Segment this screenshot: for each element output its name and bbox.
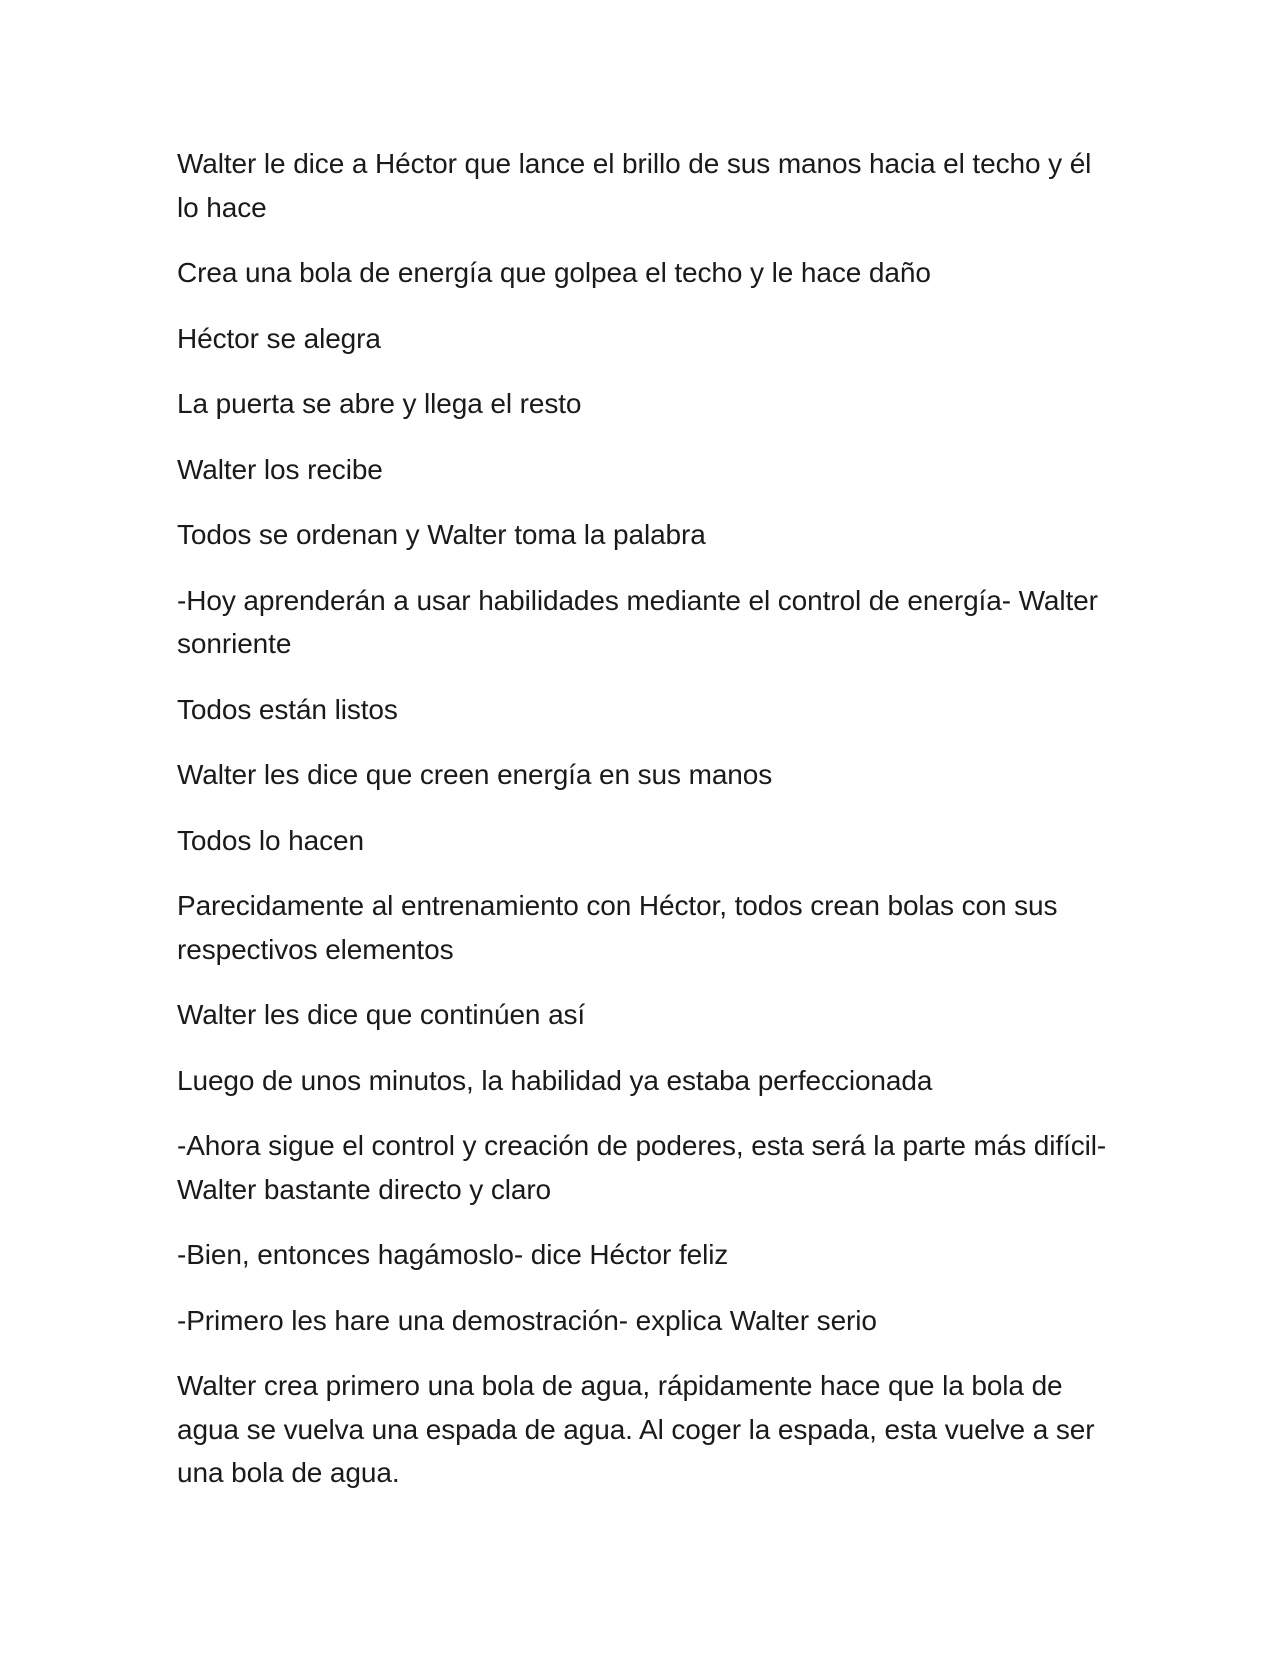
document-body: [177, 142, 1107, 1517]
paragraph-10: Todos lo hacen: [177, 824, 364, 856]
paragraph-9: Walter les dice que creen energía en sus manos: [177, 759, 773, 790]
paragraph-8: Todos están listos: [177, 693, 398, 725]
paragraph-15: -Bien, entonces hagámoslo- dice Héctor feliz: [177, 1239, 729, 1270]
paragraph-4: La puerta se abre y llega el resto: [177, 388, 582, 419]
paragraph-16: -Primero les hare una demostración- explica Walter serio: [177, 1304, 877, 1336]
paragraph-1: Walter le dice a Héctor que lance el brillo de sus manos hacia el techo y él lo hace: [177, 148, 1092, 223]
paragraph-12: Walter les dice que continúen así: [177, 999, 586, 1030]
paragraph-3: Héctor se alegra: [177, 322, 381, 354]
paragraph-6: Todos se ordenan y Walter toma la palabra: [177, 519, 706, 550]
paragraph-17: Walter crea primero una bola de agua, rápidamente hace que la bola de agua se vuelva una espada de agua. Al coger la espada, esta vuelve a ser una bola de agua.: [177, 1370, 1095, 1488]
paragraph-7: -Hoy aprenderán a usar habilidades mediante el control de energía- Walter sonriente: [177, 584, 1098, 659]
paragraph-11: Parecidamente al entrenamiento con Héctor, todos crean bolas con sus respectivos elementos: [177, 890, 1058, 965]
paragraph-2: Crea una bola de energía que golpea el techo y le hace daño: [177, 257, 931, 288]
paragraph-14: -Ahora sigue el control y creación de poderes, esta será la parte más difícil- Walter bastante directo y claro: [177, 1130, 1107, 1205]
paragraph-13: Luego de unos minutos, la habilidad ya estaba perfeccionada: [177, 1064, 933, 1096]
paragraph-5: Walter los recibe: [177, 453, 383, 485]
